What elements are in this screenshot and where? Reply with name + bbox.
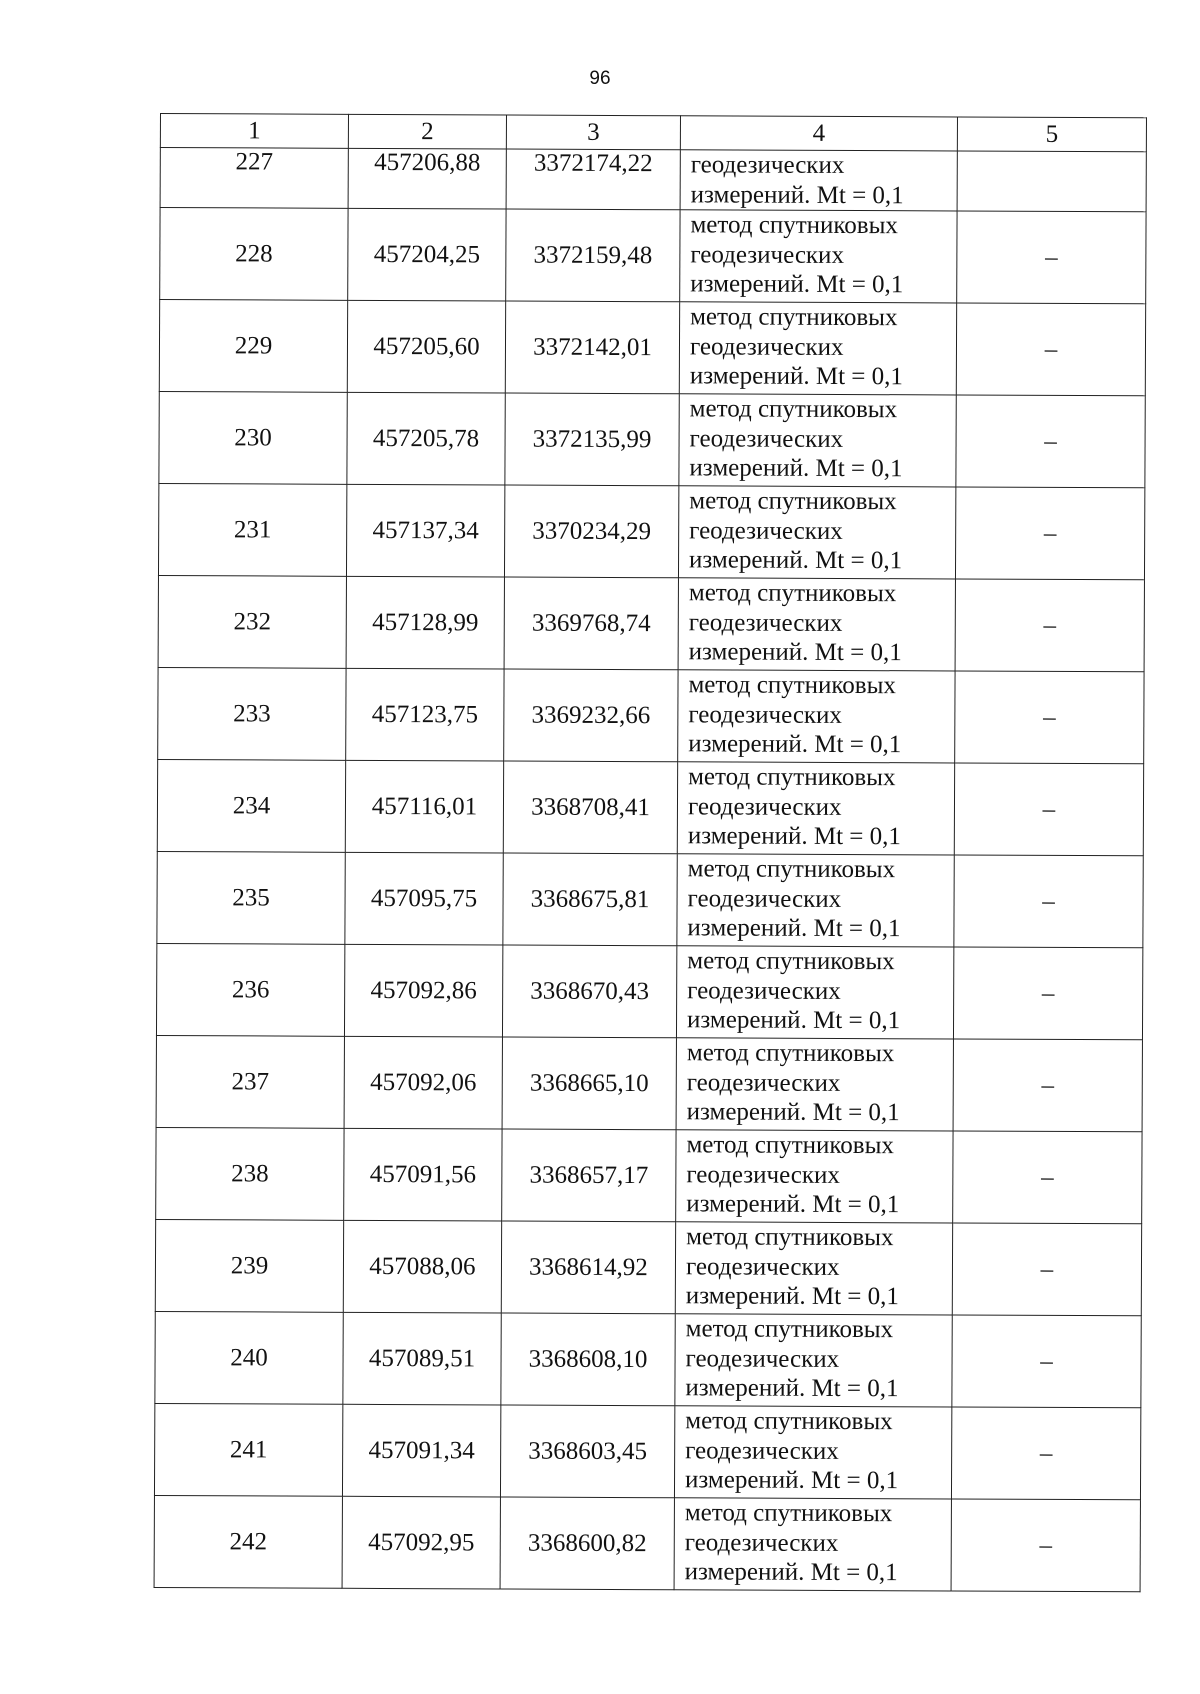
method-line: метод спутниковых [690, 303, 898, 332]
table-row [156, 1035, 1142, 1131]
point-number-cell: 231 [158, 483, 346, 576]
table-row [158, 483, 1144, 579]
table-row [154, 1403, 1140, 1499]
table-row [160, 148, 1146, 212]
x-coordinate-cell: 457095,75 [345, 852, 503, 945]
table-row [155, 1219, 1141, 1315]
method-line: измерений. Mt = 0,1 [689, 454, 903, 483]
y-coordinate-cell: 3368708,41 [503, 761, 677, 854]
note-cell: – [953, 947, 1142, 1040]
method-line: измерений. Mt = 0,1 [690, 180, 904, 209]
method-line: измерений. Mt = 0,1 [688, 546, 903, 575]
method-line: измерений. Mt = 0,1 [686, 1098, 900, 1127]
method-line: метод спутниковых [686, 1223, 894, 1252]
method-line: метод спутниковых [687, 947, 895, 976]
note-cell: – [953, 1039, 1142, 1132]
y-coordinate-cell: 3368603,45 [500, 1405, 674, 1498]
method-line: измерений. Mt = 0,1 [684, 1558, 898, 1587]
x-coordinate-cell: 457089,51 [343, 1312, 501, 1405]
point-number-cell: 233 [158, 667, 346, 760]
note-cell [957, 151, 1146, 212]
y-coordinate-cell: 3369768,74 [504, 577, 678, 670]
method-line: измерений. Mt = 0,1 [685, 1374, 899, 1403]
method-cell [678, 670, 955, 763]
point-number-cell: 230 [159, 391, 347, 484]
header-cell: 2 [348, 114, 506, 149]
x-coordinate-cell: 457204,25 [348, 208, 506, 301]
x-coordinate-cell: 457137,34 [346, 484, 504, 577]
table-body [154, 148, 1146, 1592]
note-cell: – [954, 763, 1143, 856]
x-coordinate-cell: 457116,01 [345, 760, 503, 853]
point-number-cell: 235 [157, 851, 345, 944]
x-coordinate-cell: 457128,99 [346, 576, 504, 669]
table-row [157, 759, 1143, 855]
y-coordinate-cell: 3368665,10 [502, 1037, 676, 1130]
method-cell [678, 578, 955, 671]
method-line: измерений. Mt = 0,1 [689, 362, 903, 391]
method-line: геодезических [685, 1344, 840, 1373]
method-line: метод спутниковых [684, 1499, 893, 1528]
y-coordinate-cell: 3368608,10 [501, 1313, 675, 1406]
header-cell: 4 [680, 116, 957, 151]
note-cell: – [955, 671, 1144, 764]
table-header-row [160, 114, 1146, 152]
point-number-cell: 237 [156, 1035, 344, 1128]
x-coordinate-cell: 457123,75 [346, 668, 504, 761]
note-cell: – [956, 395, 1145, 488]
y-coordinate-cell: 3368670,43 [502, 945, 676, 1038]
method-line: геодезических [687, 976, 841, 1005]
table-row [158, 667, 1144, 763]
table-row [160, 208, 1146, 304]
method-line: геодезических [689, 332, 844, 361]
method-cell [677, 854, 954, 947]
y-coordinate-cell: 3368614,92 [501, 1221, 675, 1314]
method-line: метод спутниковых [686, 1039, 895, 1068]
note-cell: – [951, 1407, 1140, 1500]
method-cell [679, 394, 956, 487]
method-cell [676, 1130, 953, 1223]
method-line: измерений. Mt = 0,1 [688, 730, 902, 759]
method-line: измерений. Mt = 0,1 [687, 822, 901, 851]
method-line: геодезических [689, 424, 844, 453]
point-number-cell: 241 [154, 1403, 342, 1496]
x-coordinate-cell: 457205,60 [347, 300, 505, 393]
table-row [156, 943, 1142, 1039]
y-coordinate-cell: 3370234,29 [504, 485, 678, 578]
method-cell [679, 302, 956, 395]
method-line: измерений. Mt = 0,1 [686, 1190, 900, 1219]
y-coordinate-cell: 3372135,99 [505, 393, 679, 486]
table-row [155, 1311, 1141, 1407]
note-cell: – [955, 579, 1144, 672]
method-line: измерений. Mt = 0,1 [688, 638, 902, 667]
header-cell: 5 [957, 117, 1146, 152]
note-cell: – [952, 1315, 1141, 1408]
method-cell [680, 210, 957, 303]
y-coordinate-cell: 3368675,81 [503, 853, 677, 946]
method-cell [675, 1314, 952, 1407]
method-line: измерений. Mt = 0,1 [684, 1466, 899, 1495]
method-cell [677, 762, 954, 855]
note-cell: – [957, 211, 1146, 304]
point-number-cell: 232 [158, 575, 346, 668]
x-coordinate-cell: 457091,56 [344, 1128, 502, 1221]
y-coordinate-cell: 3372174,22 [506, 149, 680, 210]
table-row [158, 575, 1144, 671]
method-cell [678, 486, 955, 579]
x-coordinate-cell: 457205,78 [347, 392, 505, 485]
method-cell [680, 150, 957, 211]
x-coordinate-cell: 457206,88 [348, 148, 506, 209]
point-number-cell: 236 [156, 943, 344, 1036]
method-line: геодезических [686, 1160, 841, 1189]
table-row [156, 1127, 1142, 1223]
x-coordinate-cell: 457092,95 [342, 1496, 500, 1589]
y-coordinate-cell: 3368600,82 [500, 1497, 674, 1590]
method-line: метод спутниковых [685, 1315, 894, 1344]
method-line: метод спутниковых [687, 855, 896, 884]
method-line: геодезических [689, 516, 843, 545]
method-line: метод спутниковых [686, 1131, 894, 1160]
method-line: геодезических [687, 884, 842, 913]
y-coordinate-cell: 3368657,17 [502, 1129, 676, 1222]
x-coordinate-cell: 457091,34 [342, 1404, 500, 1497]
point-number-cell: 234 [157, 759, 345, 852]
method-line: измерений. Mt = 0,1 [686, 1006, 901, 1035]
method-line: геодезических [684, 1528, 839, 1557]
method-line: метод спутниковых [685, 1407, 893, 1436]
method-line: измерений. Mt = 0,1 [687, 914, 901, 943]
coordinates-table [154, 113, 1147, 1592]
method-cell [674, 1498, 951, 1591]
point-number-cell: 227 [160, 148, 348, 209]
note-cell: – [954, 855, 1143, 948]
header-cell: 3 [506, 115, 680, 150]
point-number-cell: 229 [159, 300, 347, 393]
point-number-cell: 240 [155, 1311, 343, 1404]
table-row [159, 300, 1145, 396]
note-cell: – [952, 1223, 1141, 1316]
method-cell [676, 946, 953, 1039]
x-coordinate-cell: 457092,86 [344, 944, 502, 1037]
method-line: геодезических [685, 1436, 839, 1465]
table-row [154, 1495, 1140, 1591]
table-row [159, 391, 1145, 487]
method-line: метод спутниковых [690, 211, 898, 240]
method-line: метод спутниковых [688, 671, 896, 700]
method-line: геодезических [686, 1068, 841, 1097]
y-coordinate-cell: 3372142,01 [505, 301, 679, 394]
point-number-cell: 239 [155, 1219, 343, 1312]
method-line: метод спутниковых [689, 395, 898, 424]
note-cell: – [955, 487, 1144, 580]
method-line: метод спутниковых [688, 579, 897, 608]
note-cell: – [953, 1131, 1142, 1224]
note-cell: – [951, 1499, 1140, 1592]
method-line: геодезических [688, 700, 843, 729]
x-coordinate-cell: 457088,06 [343, 1220, 501, 1313]
point-number-cell: 242 [154, 1495, 342, 1588]
method-cell [676, 1038, 953, 1131]
method-line: геодезических [690, 240, 845, 269]
method-line: геодезических [688, 608, 843, 637]
method-line: геодезических [690, 151, 845, 179]
method-cell [675, 1222, 952, 1315]
method-line: метод спутниковых [689, 487, 897, 516]
method-line: геодезических [685, 1252, 840, 1281]
method-line: измерений. Mt = 0,1 [685, 1282, 899, 1311]
page-number: 96 [589, 68, 611, 89]
method-line: геодезических [687, 792, 842, 821]
method-line: измерений. Mt = 0,1 [690, 270, 904, 299]
point-number-cell: 238 [156, 1127, 344, 1220]
header-cell: 1 [160, 114, 348, 149]
method-cell [674, 1406, 951, 1499]
y-coordinate-cell: 3369232,66 [504, 669, 678, 762]
point-number-cell: 228 [160, 208, 348, 301]
note-cell: – [956, 303, 1145, 396]
table-row [157, 851, 1143, 947]
method-line: метод спутниковых [688, 763, 896, 792]
y-coordinate-cell: 3372159,48 [506, 209, 680, 302]
x-coordinate-cell: 457092,06 [344, 1036, 502, 1129]
